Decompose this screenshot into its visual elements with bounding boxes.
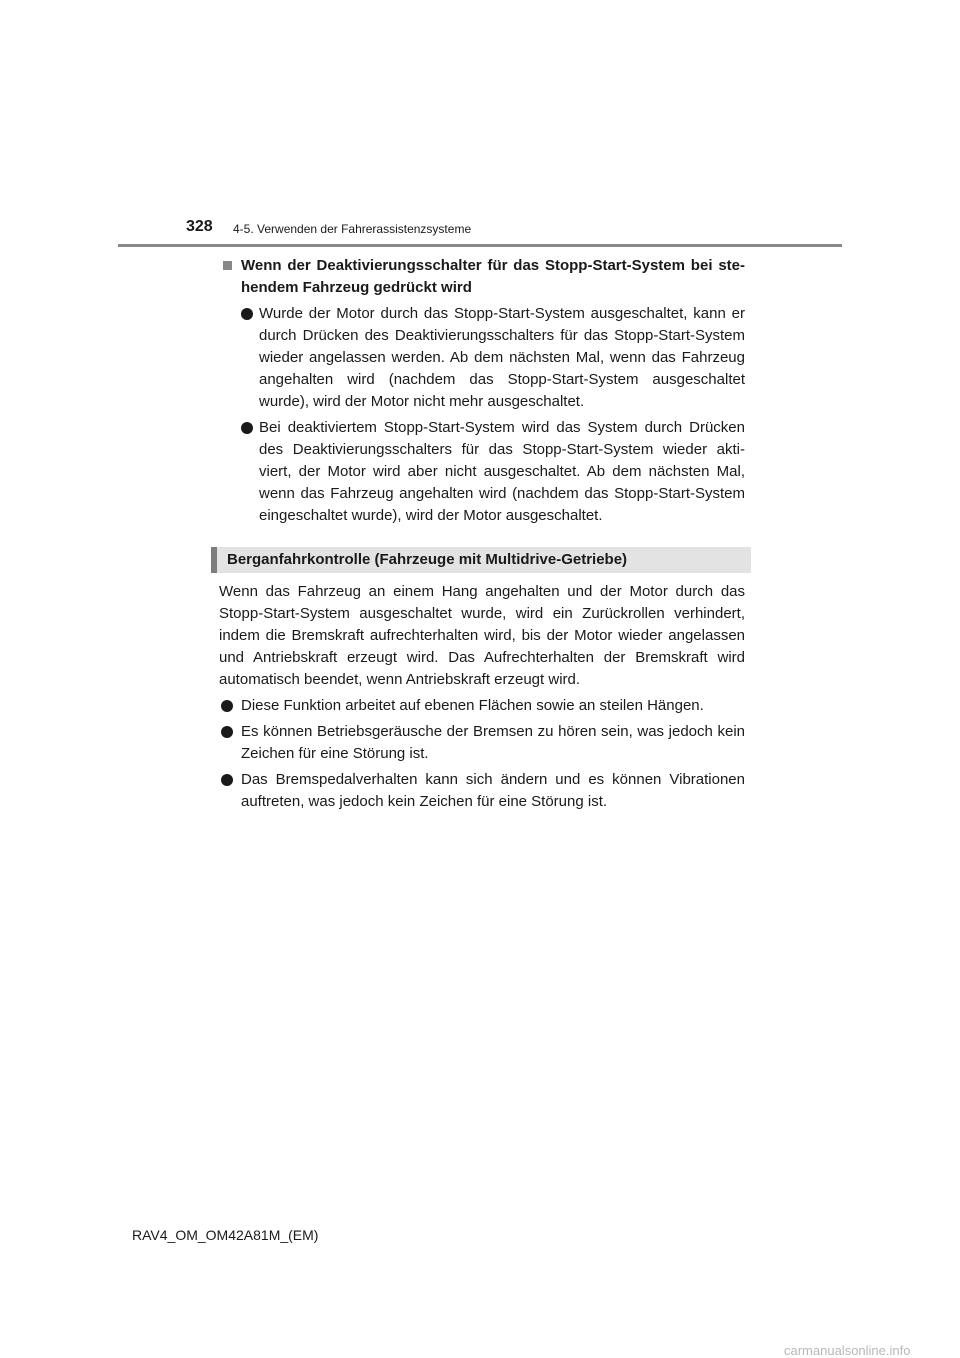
subsection-heading [219, 255, 745, 299]
page-content [219, 255, 745, 813]
bullet-dot-icon [241, 422, 253, 434]
subsection-title: Wenn der Deaktivierungsschalter für das Stopp-Start-System bei ste-hendem Fahrzeug gedrückt wird [241, 257, 745, 296]
chapter-title: 4-5. Verwenden der Fahrerassistenzsysteme [233, 222, 472, 236]
list-item [219, 303, 745, 413]
list-item [219, 417, 745, 527]
document-code: RAV4_OM_OM42A81M_(EM) [132, 1227, 319, 1243]
bullet-dot-icon [221, 774, 233, 786]
page-number: 328 [186, 218, 213, 235]
watermark: carmanualsonline.info [784, 1343, 911, 1358]
list-item-text: Bei deaktiviertem Stopp-Start-System wird das System durch Drücken des Deaktivierungsschalters für das Stopp-Start-System wieder akti-viert, der Motor wird aber nicht ausgeschaltet. Ab dem nächsten Mal, wenn das Fahrzeug angehalten wird (nachdem das Stopp-Start-System eingeschaltet wurde), wird der Motor ausgeschaltet. [259, 419, 745, 524]
section-paragraph: Wenn das Fahrzeug an einem Hang angehalten und der Motor durch das Stopp-Start-System ausgeschaltet wurde, wird ein Zurückrollen verhindert, indem die Bremskraft aufrechterhalten wird, bis der Motor wieder angelassen und Antriebskraft erzeugt wird. Das Aufrechterhalten der Bremskraft wird automatisch beendet, wenn Antriebskraft erzeugt wird. [219, 583, 745, 688]
list-item [219, 695, 745, 717]
square-bullet-icon [223, 261, 232, 270]
bullet-dot-icon [241, 308, 253, 320]
list-item-text: Das Bremspedalverhalten kann sich ändern und es können Vibrationen auftreten, was jedoch kein Zeichen für eine Störung ist. [241, 771, 745, 810]
list-item-text: Diese Funktion arbeitet auf ebenen Flächen sowie an steilen Hängen. [241, 697, 704, 714]
header-divider [118, 244, 842, 247]
list-item-text: Es können Betriebsgeräusche der Bremsen zu hören sein, was jedoch kein Zeichen für eine Störung ist. [241, 723, 745, 762]
list-item [219, 769, 745, 813]
list-item-text: Wurde der Motor durch das Stopp-Start-System ausgeschaltet, kann er durch Drücken des Deaktivierungsschalters für das Stopp-Start-System wieder angelassen werden. Ab dem nächsten Mal, wenn das Fahrzeug angehalten wird (nachdem das Stopp-Start-System ausgeschaltet wurde), wird der Motor nicht mehr ausgeschaltet. [259, 305, 745, 410]
bullet-dot-icon [221, 726, 233, 738]
section-heading: Berganfahrkontrolle (Fahrzeuge mit Multidrive-Getriebe) [211, 547, 751, 573]
bullet-dot-icon [221, 700, 233, 712]
list-item [219, 721, 745, 765]
